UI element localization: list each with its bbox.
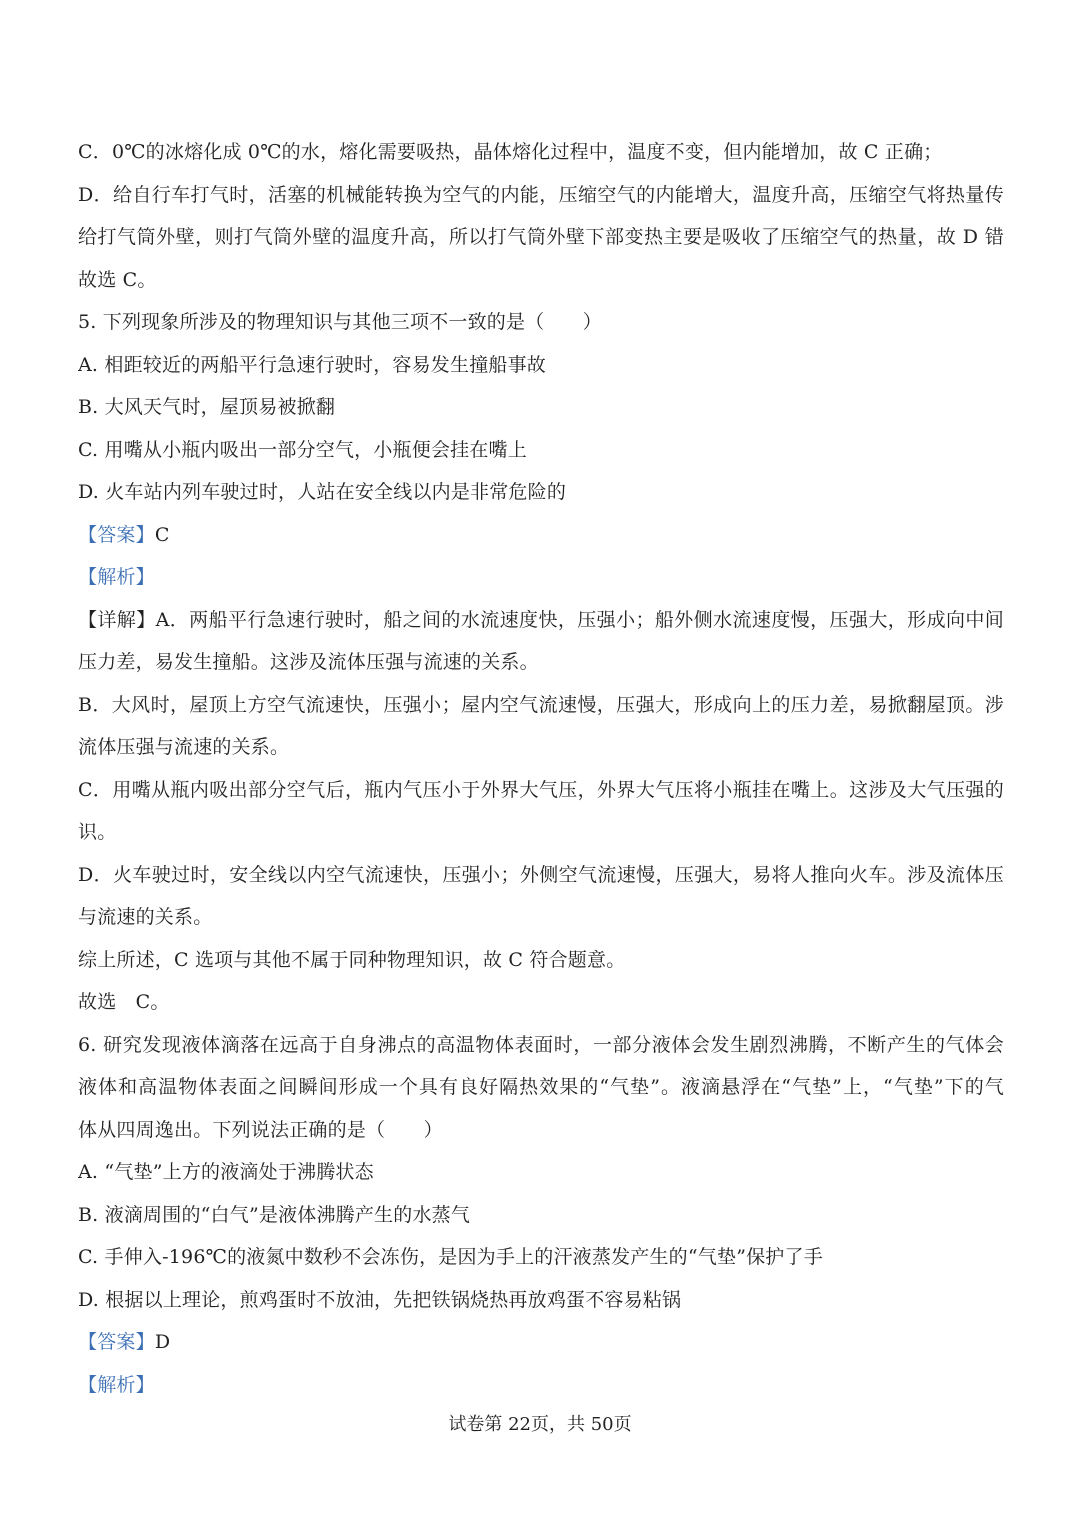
q5-detail-d-line2: 与流速的关系。 (78, 906, 213, 928)
q5-analysis-line (78, 556, 1004, 599)
option-d-explanation-line2: 给打气筒外壁，则打气筒外壁的温度升高，所以打气筒外壁下部变热主要是吸收了压缩空气的热量，故 D 错 (78, 226, 1004, 248)
analysis-label: 【解析】 (78, 1373, 155, 1396)
document-body (78, 131, 1004, 1406)
answer-label: 【答案】 (78, 523, 155, 546)
option-d-explanation-line1: D．给自行车打气时，活塞的机械能转换为空气的内能，压缩空气的内能增大，温度升高，压缩空气将热量传 (78, 183, 1004, 206)
q5-detail-line2: 压力差，易发生撞船。这涉及流体压强与流速的关系。 (78, 651, 539, 673)
detail-label: 【详解】 (78, 608, 156, 631)
q5-summary: 综上所述，C 选项与其他不属于同种物理知识，故 C 符合题意。 (78, 948, 626, 971)
q6-option-b: B. 液滴周围的“白气”是液体沸腾产生的水蒸气 (78, 1203, 471, 1226)
q5-conclusion: 故选 C。 (78, 991, 170, 1013)
page-footer: 试卷第 22页，共 50页 (448, 1414, 632, 1435)
q6-option-d: D. 根据以上理论，煎鸡蛋时不放油，先把铁锅烧热再放鸡蛋不容易粘锅 (78, 1288, 682, 1311)
q5-detail-line1: 【详解】A．两船平行急速行驶时，船之间的水流速度快，压强小；船外侧水流速度慢，压强大，形成向中间 (78, 608, 1004, 631)
q6-question-line2: 液体和高温物体表面之间瞬间形成一个具有良好隔热效果的“气垫”。液滴悬浮在“气垫”上，“气垫”下的气 (78, 1076, 1004, 1098)
q6-answer-value: D (154, 1331, 171, 1353)
q6-question-line1: 6. 研究发现液体滴落在远高于自身沸点的高温物体表面时，一部分液体会发生剧烈沸腾，不断产生的气体会 (78, 1033, 1004, 1056)
q6-option-c: C. 手伸入-196℃的液氮中数秒不会冻伤，是因为手上的汗液蒸发产生的“气垫”保护了手 (78, 1246, 823, 1268)
q5-detail-d-line1: D．火车驶过时，安全线以内空气流速快，压强小；外侧空气流速慢，压强大，易将人推向火车。涉及流体压 (78, 863, 1004, 886)
q5-option-a: A. 相距较近的两船平行急速行驶时，容易发生撞船事故 (78, 353, 547, 376)
q5-option-c: C. 用嘴从小瓶内吸出一部分空气，小瓶便会挂在嘴上 (78, 438, 527, 461)
option-c-explanation: C．0℃的冰熔化成 0℃的水，熔化需要吸热，晶体熔化过程中，温度不变，但内能增加，故 C 正确； (78, 141, 943, 163)
q5-question: 5. 下列现象所涉及的物理知识与其他三项不一致的是（ ） (78, 311, 602, 333)
q5-answer-value: C (154, 523, 170, 546)
q5-detail-c-line2: 识。 (78, 821, 117, 843)
q5-answer-line (78, 514, 1004, 557)
q5-detail-b-line1: B．大风时，屋顶上方空气流速快，压强小；屋内空气流速慢，压强大，形成向上的压力差，易掀翻屋顶。涉 (78, 693, 1004, 716)
q6-answer-line (78, 1321, 1004, 1364)
q5-detail-c-line1: C．用嘴从瓶内吸出部分空气后，瓶内气压小于外界大气压，外界大气压将小瓶挂在嘴上。这涉及大气压强的 (78, 778, 1004, 801)
answer-label: 【答案】 (78, 1331, 155, 1353)
q5-option-b: B. 大风天气时，屋顶易被掀翻 (78, 396, 336, 418)
q4-conclusion: 故选 C。 (78, 268, 157, 291)
q6-question-line3: 体从四周逸出。下列说法正确的是（ ） (78, 1118, 443, 1141)
q6-analysis-line (78, 1364, 1004, 1407)
analysis-label: 【解析】 (78, 566, 155, 588)
q5-detail-b-line2: 流体压强与流速的关系。 (78, 736, 290, 758)
q5-option-d: D. 火车站内列车驶过时，人站在安全线以内是非常危险的 (78, 481, 567, 503)
q6-option-a: A. “气垫”上方的液滴处于沸腾状态 (78, 1161, 374, 1183)
